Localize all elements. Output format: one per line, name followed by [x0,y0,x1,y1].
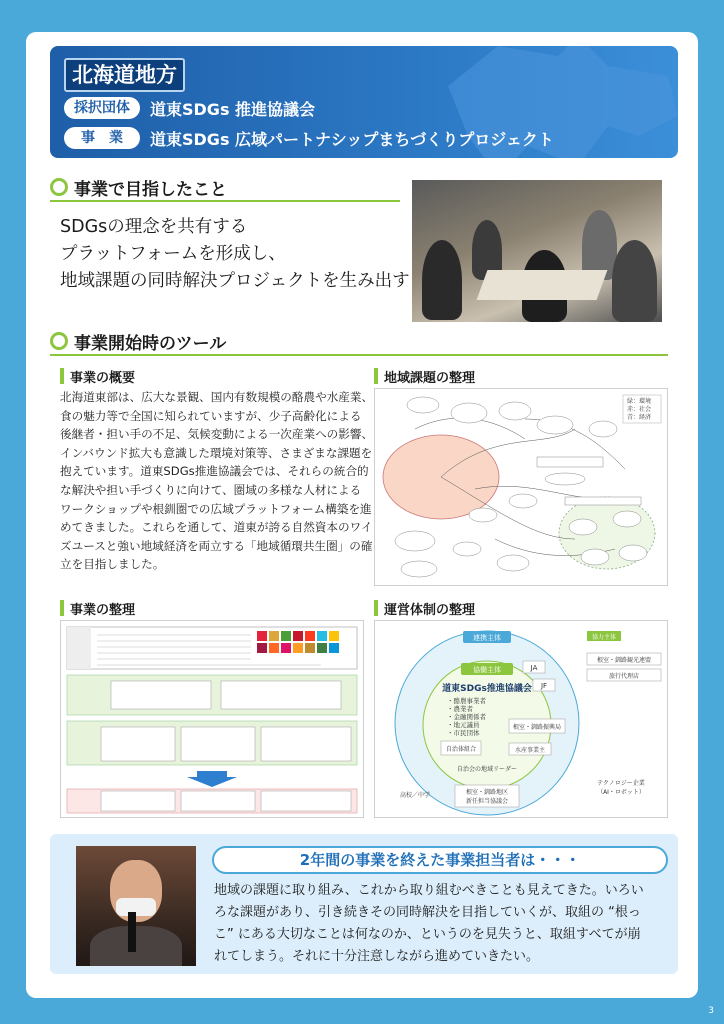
overview-line: めてきました。これらを通して、道東が誇る自然資本のワイ [60,520,373,535]
message-line: こ” にある大切なことは何なのか、というのを見失うと、取組すべてが崩 [214,927,641,942]
member-1: ・農業者 [447,705,473,713]
issues-legend-economy: 青：経済 [627,414,652,421]
legend-left: 協力主体 [591,634,617,641]
structure-bottom-label: 自治会の地域リーダー [456,766,518,773]
goal-line: 地域課題の同時解決プロジェクトを生み出す [60,271,410,291]
right-box-1: 旅行代理店 [608,673,640,680]
staff-message-box [50,834,678,974]
header-banner [50,46,678,158]
overview-line: インバウンド拡大も意識した環境対策等、さまざまな課題を [60,445,373,460]
member-4: ・市民団体 [447,729,480,737]
tech-line-0: テクノロジー企業 [597,780,645,787]
goal-line: SDGsの理念を共有する [60,217,248,237]
structure-heading [374,598,475,618]
overview-line: 食の魅力等で全国に知られていますが、少子高齢化による [60,408,362,423]
structure-box-0: 自治体組合 [445,746,477,753]
goal-line: プラットフォームを形成し、 [60,244,286,264]
business-heading [60,598,135,618]
tools-section-heading [50,328,668,356]
structure-center: 道東SDGs推進協議会 [442,684,532,694]
staff-photo [76,846,196,966]
structure-diagram [374,620,668,818]
header-row-organization [64,96,315,120]
right-box-0: 根室・釧路観光連盟 [596,657,652,664]
outer-label: 連携主体 [473,634,501,642]
message-line: ろな課題があり、引き続きその同時解決を目指していくが、取組の “根っ [214,905,641,920]
circle-bullet-icon [50,178,68,196]
overview-text [60,388,374,574]
business-title: 事業の整理 [70,602,136,618]
header-row-project [64,126,554,150]
ja-box: JA [530,664,538,672]
overview-heading [60,366,135,386]
message-line: 地域の課題に取り組み、これから取り組むべきことも見えてきた。いろい [214,883,644,898]
jf-box: JF [540,682,548,690]
region-title: 北海道地方 [64,58,185,92]
bottom-box-1: 新任担当協議会 [465,798,509,805]
member-0: ・酪農事業者 [447,697,486,705]
overview-line: 北海道東部は、広大な景観、国内有数規模の酪農や水産業、 [60,390,374,404]
school-label: 高校／中学 [399,792,431,799]
workshop-photo [412,180,662,322]
organization-value: 道東SDGs 推進協議会 [150,99,316,119]
overview-line: 立を目指しました。 [60,557,165,572]
issues-heading [374,366,475,386]
member-2: ・金融関係者 [447,713,486,721]
inner-label: 協働主体 [473,666,501,674]
issues-legend-social: 赤：社会 [627,406,652,413]
overview-line: ワークショップや根釧圏での広域プラットフォーム構築を進 [60,501,372,516]
overview-line: 後継者・担い手の不足、気候変動による一次産業への影響、 [60,427,374,442]
goal-statement [60,214,410,295]
page-number: 3 [708,1006,714,1016]
tools-section-title: 事業開始時のツール [74,333,227,354]
structure-box-1: 根室・釧路振興局 [512,724,562,731]
message-line: れてしまう。それに十分注意しながら進めていきたい。 [214,949,540,964]
project-label: 事 業 [64,127,140,149]
issues-title: 地域課題の整理 [384,370,476,386]
business-diagram [60,620,364,818]
organization-label: 採択団体 [64,97,140,119]
structure-title: 運営体制の整理 [384,602,476,618]
issues-legend-env: 緑：環境 [627,398,652,405]
goal-section-title: 事業で目指したこと [74,179,227,200]
tech-line-1: （AI・ロボット） [597,789,645,796]
circle-bullet-icon [50,332,68,350]
project-value: 道東SDGs 広域パートナシップまちづくりプロジェクト [150,129,554,149]
overview-line: 抱えています。道東SDGs推進協議会では、それらの統合的 [60,464,369,479]
message-text [214,880,662,968]
overview-line: ズユースと強い地域経済を両立する「地域循環共生圏」の確 [60,538,373,553]
goal-section-heading [50,174,400,202]
overview-line: な解決や担い手づくりに向けて、圏域の多様な人材による [60,482,362,497]
page-card [26,32,698,998]
structure-box-2: 水産事業主 [514,747,546,754]
message-title: 2年間の事業を終えた事業担当者は・・・ [212,846,668,874]
bottom-box-0: 根室・釧路地区 [465,789,509,796]
member-3: ・地元議員 [447,721,480,729]
issues-diagram [374,388,668,586]
overview-title: 事業の概要 [70,370,136,386]
